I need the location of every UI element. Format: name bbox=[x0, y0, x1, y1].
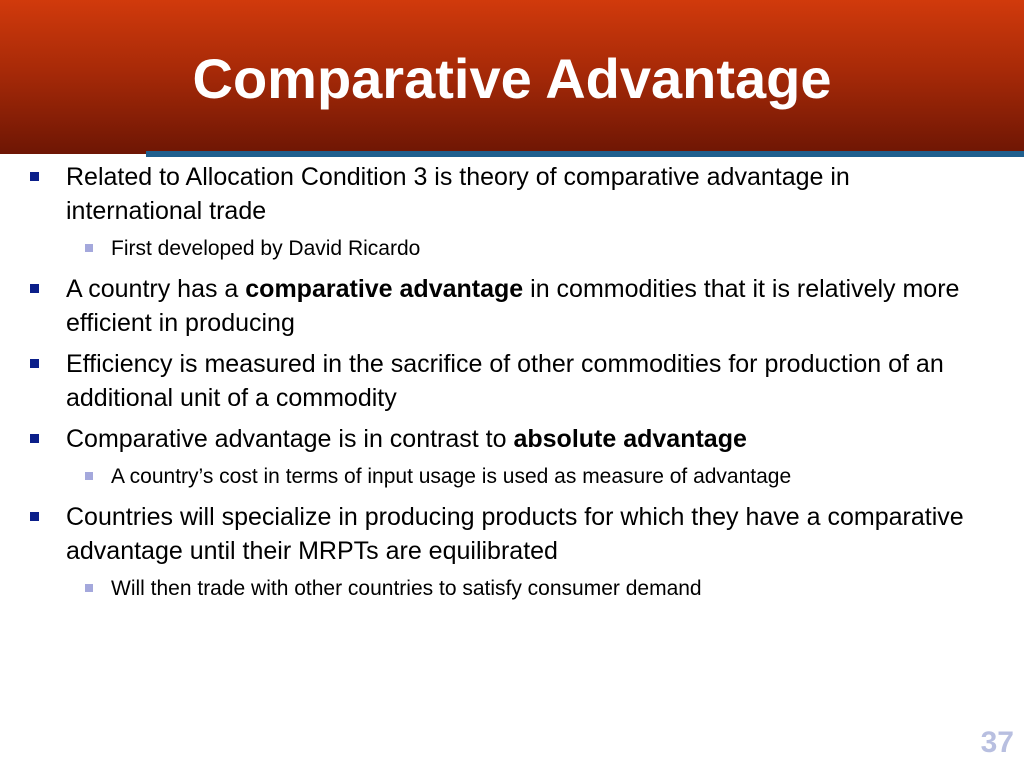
sub-bullet-item bbox=[111, 235, 971, 263]
page-number: 37 bbox=[980, 726, 1014, 759]
bullet-item bbox=[66, 347, 966, 415]
bullet-text-post: in commodities that it is relatively more efficient in producing bbox=[66, 275, 960, 337]
bullet-item bbox=[66, 500, 966, 568]
square-sub-bullet-icon bbox=[85, 244, 93, 252]
bullet-text-bold: absolute advantage bbox=[513, 425, 747, 453]
sub-bullet-item bbox=[111, 463, 971, 491]
bullet-item bbox=[66, 422, 966, 456]
sub-bullet-text: First developed by David Ricardo bbox=[111, 237, 421, 260]
bullet-text-pre: A country has a bbox=[66, 275, 246, 303]
square-bullet-icon bbox=[30, 172, 39, 181]
bullet-text: Countries will specialize in producing products for which they have a comparative advantage until their MRPTs are equilibrated bbox=[66, 503, 964, 565]
slide-title: Comparative Advantage bbox=[192, 47, 832, 110]
sub-bullet-text: A country’s cost in terms of input usage is used as measure of advantage bbox=[111, 465, 792, 488]
square-bullet-icon bbox=[30, 284, 39, 293]
sub-bullet-text: Will then trade with other countries to satisfy consumer demand bbox=[111, 577, 702, 600]
bullet-text: Efficiency is measured in the sacrifice of other commodities for production of an additional unit of a commodity bbox=[66, 350, 944, 412]
bullet-text-bold: comparative advantage bbox=[245, 275, 524, 303]
bullet-item bbox=[66, 272, 966, 340]
square-sub-bullet-icon bbox=[85, 584, 93, 592]
square-sub-bullet-icon bbox=[85, 472, 93, 480]
bullet-text: Related to Allocation Condition 3 is theory of comparative advantage in international trade bbox=[66, 163, 850, 225]
square-bullet-icon bbox=[30, 512, 39, 521]
square-bullet-icon bbox=[30, 359, 39, 368]
square-bullet-icon bbox=[30, 434, 39, 443]
bullet-item bbox=[66, 160, 966, 228]
sub-bullet-item bbox=[111, 575, 971, 603]
title-divider bbox=[146, 151, 1024, 157]
bullet-text-pre: Comparative advantage is in contrast to bbox=[66, 425, 514, 453]
